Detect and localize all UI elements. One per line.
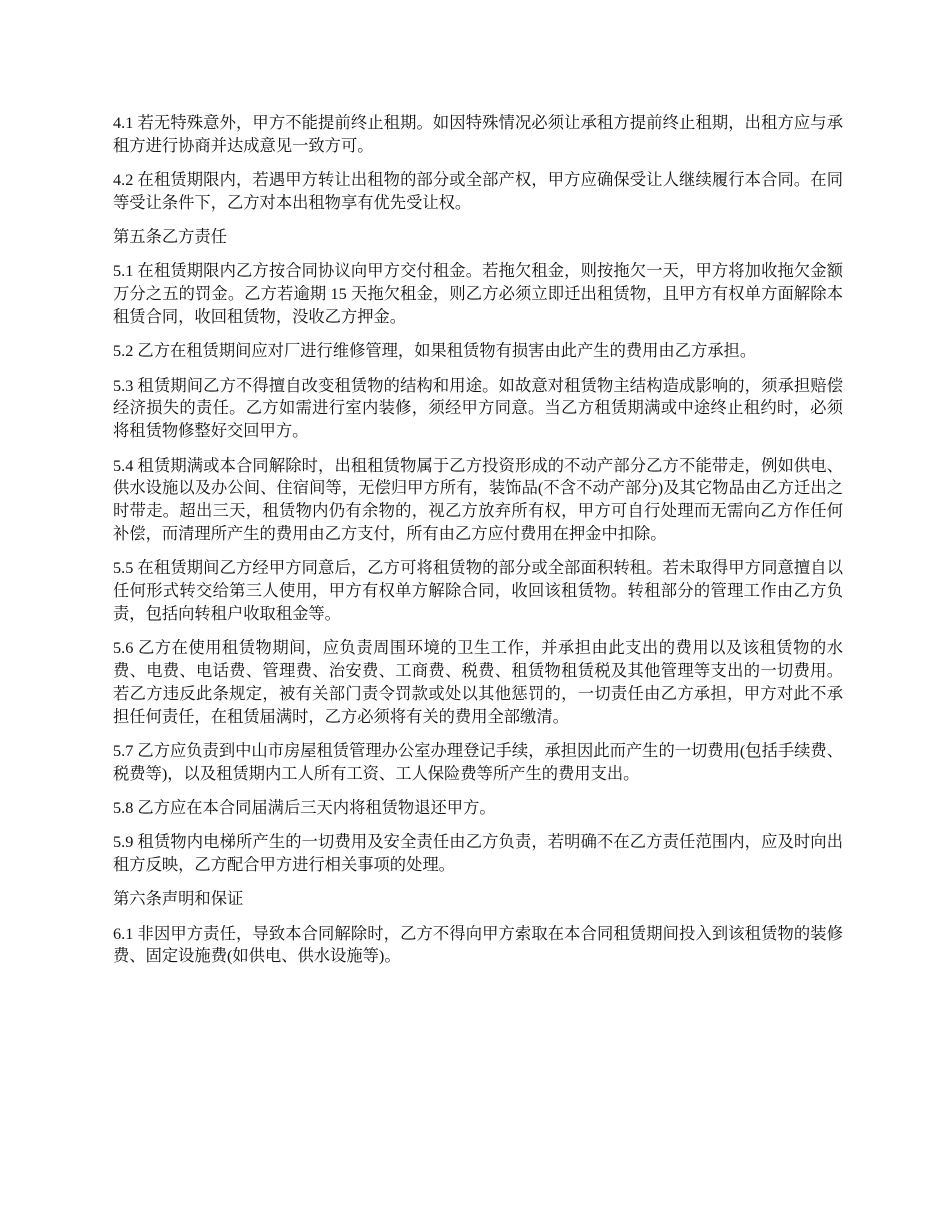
clause-5-5: 5.5 在租赁期间乙方经甲方同意后，乙方可将租赁物的部分或全部面积转租。若未取得甲方同意擅自以任何形式转交给第三人使用，甲方有权单方解除合同，收回该租赁物。转租部分的管理工作由乙方负责，包括向转租户收取租金等。 — [113, 558, 843, 623]
document-page — [113, 112, 843, 980]
clause-5-8: 5.8 乙方应在本合同届满后三天内将租赁物退还甲方。 — [113, 797, 496, 817]
clause-4-1: 4.1 若无特殊意外，甲方不能提前终止租期。如因特殊情况必须让承租方提前终止租期，出租方应与承租方进行协商并达成意见一致方可。 — [113, 113, 843, 155]
clause-5-6: 5.6 乙方在使用租赁物期间，应负责周围环境的卫生工作，并承担由此支出的费用以及该租赁物的水费、电费、电话费、管理费、治安费、工商费、税费、租赁物租赁税及其他管理等支出的一切费用。若乙方违反此条规定，被有关部门责令罚款或处以其他惩罚的，一切责任由乙方承担，甲方对此不承担任何责任，在租赁届满时，乙方必须将有关的费用全部缴清。 — [113, 638, 843, 726]
clause-5-1: 5.1 在租赁期限内乙方按合同协议向甲方交付租金。若拖欠租金，则按拖欠一天，甲方将加收拖欠金额万分之五的罚金。乙方若逾期 15 天拖欠租金，则乙方必须立即迁出租赁物，且甲方有权单方面解除本租赁合同，收回租赁物，没收乙方押金。 — [113, 261, 843, 327]
clause-5-4: 5.4 租赁期满或本合同解除时，出租租赁物属于乙方投资形成的不动产部分乙方不能带走，例如供电、供水设施以及办公间、住宿间等，无偿归甲方所有，装饰品(不含不动产部分)及其它物品由乙方迁出之时带走。超出三天，租赁物内仍有余物的，视乙方放弃所有权，甲方可自行处理而无需向乙方作任何补偿，而清理所产生的费用由乙方支付，所有由乙方应付费用在押金中扣除。 — [113, 455, 843, 543]
clause-5-3: 5.3 租赁期间乙方不得擅自改变租赁物的结构和用途。如故意对租赁物主结构造成影响的，须承担赔偿经济损失的责任。乙方如需进行室内装修，须经甲方同意。当乙方租赁期满或中途终止租约时，必须将租赁物修整好交回甲方。 — [113, 375, 843, 441]
clause-5-7: 5.7 乙方应负责到中山市房屋租赁管理办公室办理登记手续，承担因此而产生的一切费用(包括手续费、税费等)，以及租赁期内工人所有工资、工人保险费等所产生的费用支出。 — [113, 740, 843, 783]
clause-5-9: 5.9 租赁物内电梯所产生的一切费用及安全责任由乙方负责，若明确不在乙方责任范围内，应及时向出租方反映，乙方配合甲方进行相关事项的处理。 — [113, 832, 843, 875]
clause-6-1: 6.1 非因甲方责任，导致本合同解除时，乙方不得向甲方索取在本合同租赁期间投入到该租赁物的装修费、固定设施费(如供电、供水设施等)。 — [113, 923, 843, 966]
clause-5-2: 5.2 乙方在租赁期间应对厂进行维修管理，如果租赁物有损害由此产生的费用由乙方承担。 — [113, 341, 757, 361]
clause-4-2: 4.2 在租赁期限内，若遇甲方转让出租物的部分或全部产权，甲方应确保受让人继续履行本合同。在同等受让条件下，乙方对本出租物享有优先受让权。 — [113, 170, 843, 212]
section-heading-article-5: 第五条乙方责任 — [113, 227, 227, 247]
section-heading-article-6: 第六条声明和保证 — [113, 889, 244, 909]
